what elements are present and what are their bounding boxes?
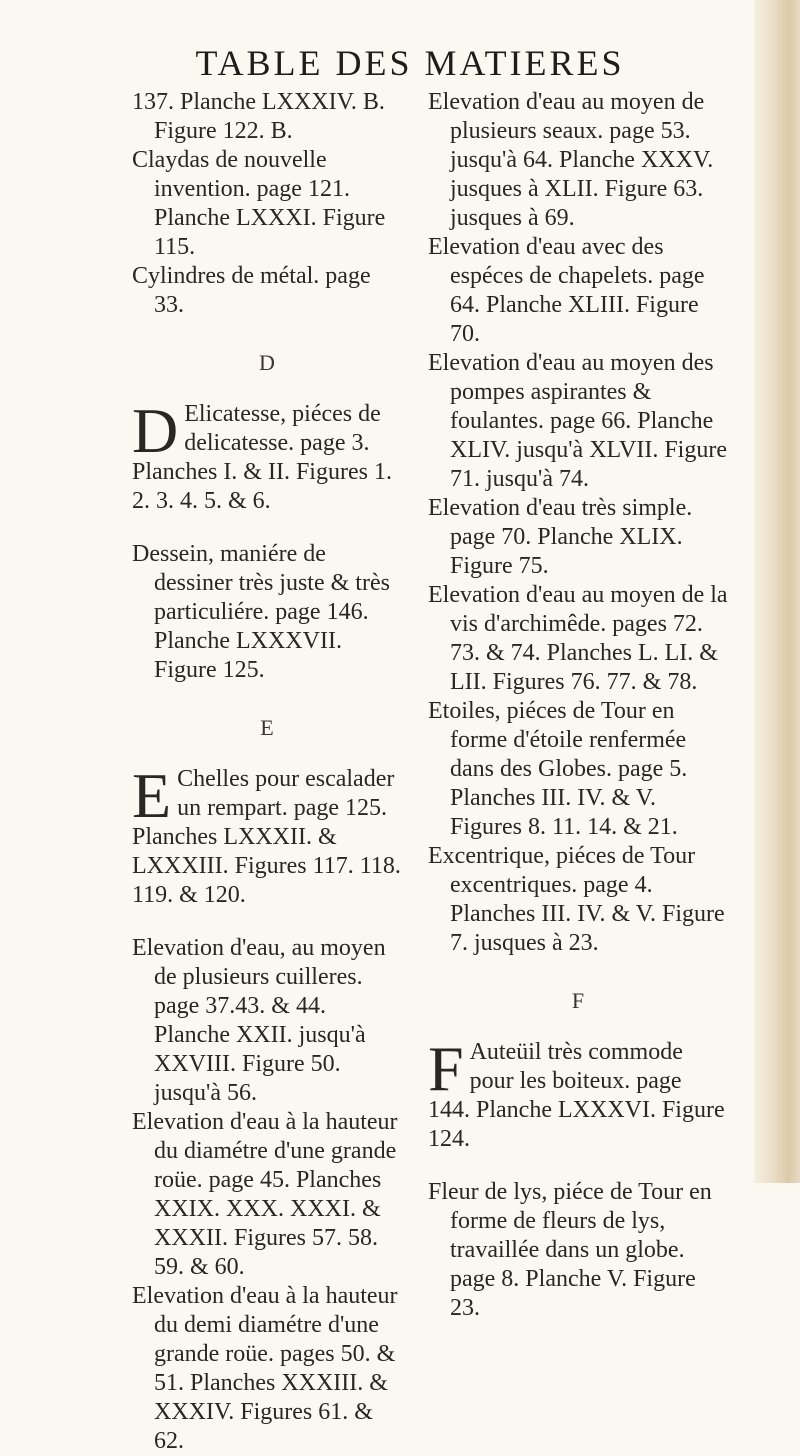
index-entry: Elevation d'eau à la hauteur du diamétre d'une grande roüe. page 45. Planches XXIX. XXX. XXXI. & XXXII. Figures 57. 58. 59. & 60. [132,1109,398,1280]
index-entry: Elevation d'eau au moyen de la vis d'archimêde. pages 72. 73. & 74. Planches L. LI. & LII. Figures 76. 77. & 78. [428,582,728,695]
index-entry [132,760,402,910]
index-entry [132,395,402,516]
page-edge [754,0,800,1183]
section-letter-e: E [260,715,274,740]
index-entry: Fleur de lys, piéce de Tour en forme de fleurs de lys, travaillée dans un globe. page 8. Planche V. Figure 23. [428,1179,712,1321]
index-entry: Dessein, maniére de dessiner très juste & très particuliére. page 146. Planche LXXXVII. Figure 125. [132,541,390,683]
drop-cap: E [132,760,172,831]
drop-cap: F [428,1033,464,1104]
page-title: TABLE DES MATIERES [195,43,625,83]
section-letter-d: D [259,350,275,375]
index-entry: Elevation d'eau avec des espéces de chapelets. page 64. Planche XLIII. Figure 70. [428,234,705,347]
drop-cap: D [132,395,179,466]
index-entry: Claydas de nouvelle invention. page 121. Planche LXXXI. Figure 115. [132,147,386,260]
index-entry: Cylindres de métal. page 33. [132,263,371,318]
index-entry: Elevation d'eau à la hauteur du demi diamétre d'une grande roüe. pages 50. & 51. Planches XXXIII. & XXXIV. Figures 61. & 62. [132,1283,398,1454]
index-entry: 137. Planche LXXXIV. B. Figure 122. B. [132,89,385,144]
index-entry: Elevation d'eau au moyen des pompes aspirantes & foulantes. page 66. Planche XLIV. jusqu'à XLVII. Figure 71. jusqu'à 74. [428,350,727,492]
left-column [132,88,402,1456]
index-entry [428,1033,728,1154]
index-entry: Etoiles, piéces de Tour en forme d'étoile renfermée dans des Globes. page 5. Planches III. IV. & V. Figures 8. 11. 14. & 21. [428,698,688,840]
entry-text: Chelles pour escalader un rempart. page 125. Planches LXXXII. & LXXXIII. Figures 117. 118. 119. & 120. [132,766,401,908]
section-letter-f: F [571,988,585,1013]
index-entry: Elevation d'eau très simple. page 70. Planche XLIX. Figure 75. [428,495,693,579]
index-entry: Elevation d'eau, au moyen de plusieurs cuilleres. page 37.43. & 44. Planche XXII. jusqu'à XXVIII. Figure 50. jusqu'à 56. [132,935,386,1106]
index-entry: Elevation d'eau au moyen de plusieurs seaux. page 53. jusqu'à 64. Planche XXXV. jusques à XLII. Figure 63. jusques à 69. [428,89,714,231]
right-column [428,88,728,1323]
entry-text: Auteüil très commode pour les boiteux. page 144. Planche LXXXVI. Figure 124. [428,1039,725,1152]
entry-text: Elicatesse, piéces de delicatesse. page 3. Planches I. & II. Figures 1. 2. 3. 4. 5. & 6. [132,401,392,514]
index-entry: Excentrique, piéces de Tour excentriques. page 4. Planches III. IV. & V. Figure 7. jusques à 23. [428,843,725,956]
